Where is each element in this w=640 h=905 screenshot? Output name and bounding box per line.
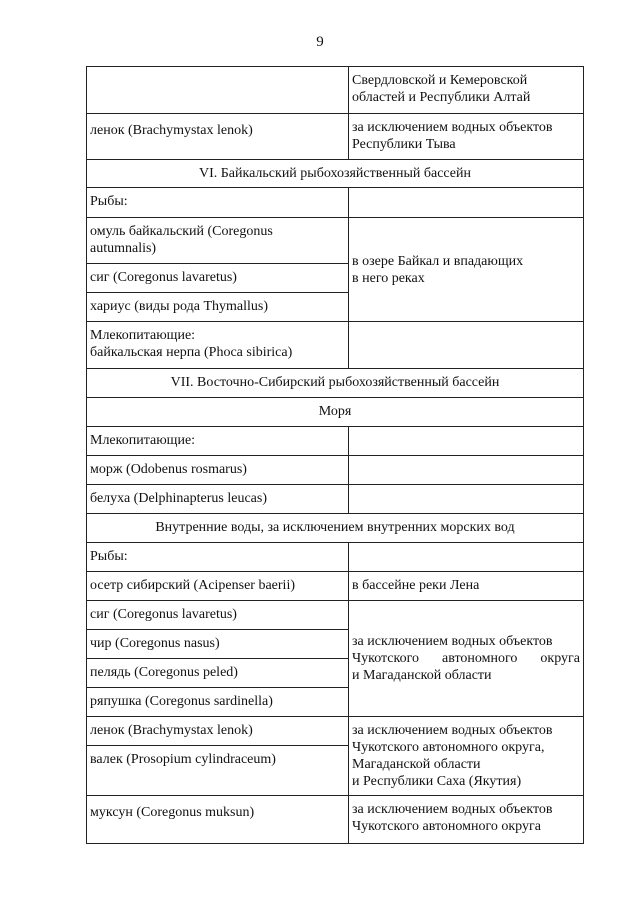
group-label: Рыбы:: [87, 543, 349, 572]
species-cell: чир (Coregonus nasus): [87, 630, 349, 659]
group-label: Млекопитающие:: [90, 328, 196, 343]
table-row: [87, 543, 584, 572]
area-line: Свердловской и Кемеровской: [352, 73, 528, 88]
area-cell: в бассейне реки Лена: [349, 572, 584, 601]
area-cell: [349, 485, 584, 514]
area-line: за исключением водных объектов: [352, 723, 553, 738]
area-cell: [349, 427, 584, 456]
species-cell: муксун (Coregonus muksun): [87, 796, 349, 844]
area-line: Чукотского автономного округа: [352, 819, 541, 834]
area-cell: [349, 796, 584, 844]
species-cell: валек (Prosopium cylindraceum): [87, 746, 349, 796]
table-row: [87, 188, 584, 218]
species-cell: ряпушка (Coregonus sardinella): [87, 688, 349, 717]
subsection-heading: Моря: [87, 398, 584, 427]
table-row: [87, 601, 584, 630]
area-cell: [349, 188, 584, 218]
section-heading: VII. Восточно-Сибирский рыбохозяйственный бассейн: [87, 369, 584, 398]
table-row: [87, 114, 584, 160]
area-line: Чукотского автономного округа: [352, 651, 580, 666]
area-line: в озере Байкал и впадающих: [352, 253, 524, 269]
area-line: и Магаданской области: [352, 668, 492, 683]
table-row: [87, 427, 584, 456]
area-cell: [349, 67, 584, 114]
area-cell: [349, 601, 584, 717]
species-cell: ленок (Brachymystax lenok): [87, 717, 349, 746]
species-cell: [87, 67, 349, 114]
species-cell: [87, 218, 349, 264]
table-row: [87, 456, 584, 485]
area-cell: [349, 456, 584, 485]
area-line: за исключением водных объектов: [352, 120, 553, 135]
page-number: 9: [316, 34, 324, 50]
area-line: Магаданской области: [352, 757, 481, 772]
subsection-heading: Внутренние воды, за исключением внутренних морских вод: [87, 514, 584, 543]
table-row: [87, 796, 584, 844]
species-cell: белуха (Delphinapterus leucas): [87, 485, 349, 514]
area-line: Чукотского автономного округа,: [352, 740, 545, 755]
species-line: омуль байкальский (Coregonus: [90, 224, 273, 239]
area-cell: [349, 114, 584, 160]
group-label: Млекопитающие:: [87, 427, 349, 456]
species-cell: сиг (Coregonus lavaretus): [87, 601, 349, 630]
species-table: [86, 66, 584, 844]
section-heading-row: [87, 398, 584, 427]
section-heading: VI. Байкальский рыбохозяйственный бассейн: [87, 160, 584, 188]
species-line: байкальская нерпа (Phoca sibirica): [90, 345, 293, 360]
species-cell: осетр сибирский (Acipenser baerii): [87, 572, 349, 601]
area-line: за исключением водных объектов: [352, 634, 553, 649]
area-line: Республики Тыва: [352, 137, 456, 152]
area-cell: [349, 322, 584, 369]
table-row: [87, 67, 584, 114]
species-cell: [87, 322, 349, 369]
area-cell: [349, 218, 584, 322]
section-heading-row: [87, 514, 584, 543]
area-line: в него реках: [352, 270, 425, 286]
species-line: autumnalis): [90, 241, 157, 256]
table-row: [87, 572, 584, 601]
species-cell: пелядь (Coregonus peled): [87, 659, 349, 688]
area-line: и Республики Саха (Якутия): [352, 774, 522, 789]
table-row: [87, 218, 584, 264]
area-line: областей и Республики Алтай: [352, 90, 531, 105]
table-row: [87, 485, 584, 514]
table-row: [87, 717, 584, 746]
area-cell: [349, 543, 584, 572]
species-cell: ленок (Brachymystax lenok): [87, 114, 349, 160]
area-line: за исключением водных объектов: [352, 802, 553, 817]
species-cell: хариус (виды рода Thymallus): [87, 293, 349, 322]
area-cell: [349, 717, 584, 796]
species-cell: морж (Odobenus rosmarus): [87, 456, 349, 485]
group-label: Рыбы:: [87, 188, 349, 218]
section-heading-row: [87, 160, 584, 188]
species-cell: сиг (Coregonus lavaretus): [87, 264, 349, 293]
table-row: [87, 322, 584, 369]
section-heading-row: [87, 369, 584, 398]
